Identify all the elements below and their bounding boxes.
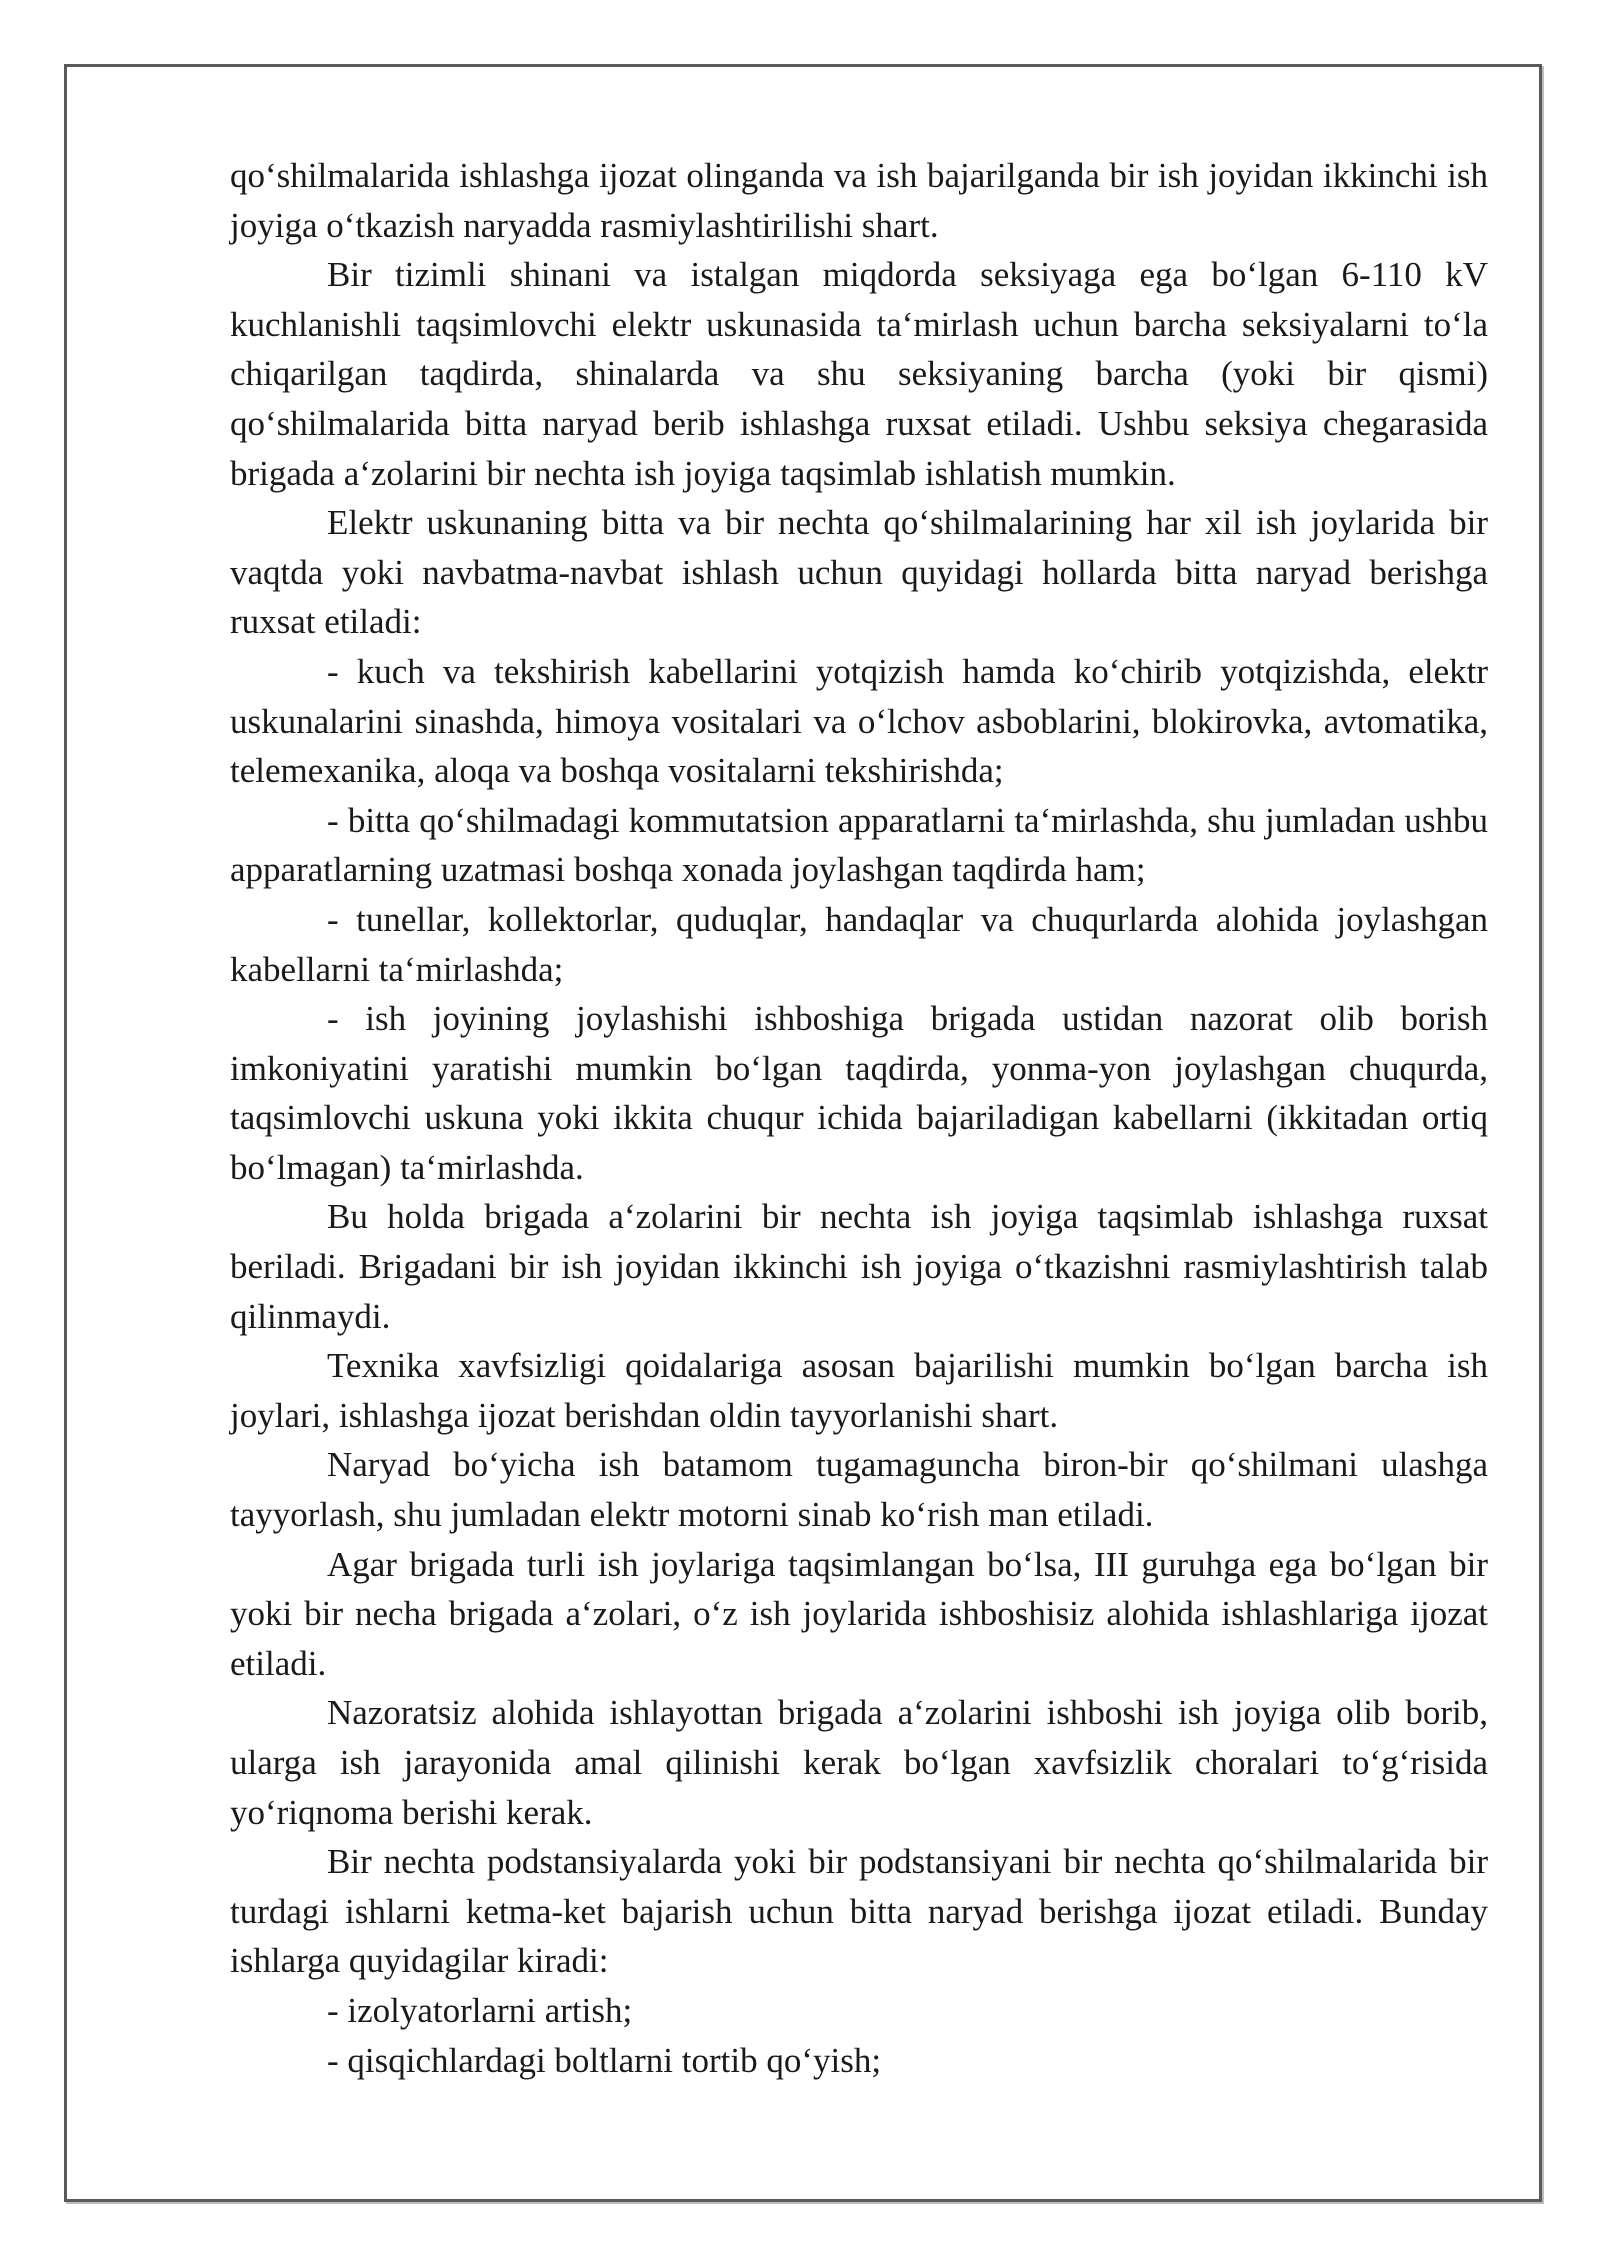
paragraph: Nazoratsiz alohida ishlayottan brigada a‘zolarini ishboshi ish joyiga olib borib, ularga ish jarayonida amal qilinishi kerak bo‘lgan xavfsizlik choralari to‘g‘risida yo‘riqnoma berishi kerak. [230, 1693, 1488, 1832]
paragraph: Bir tizimli shinani va istalgan miqdorda seksiyaga ega bo‘lgan 6-110 kV kuchlanishli taqsimlovchi elektr uskunasida ta‘mirlash uchun barcha seksiyalarni to‘la chiqarilgan taqdirda, shinalarda va shu seksiyaning barcha (yoki bir qismi) qo‘shilmalarida bitta naryad berib ishlashga ruxsat etiladi. Ushbu seksiya chegarasida brigada a‘zolarini bir nechta ish joyiga taqsimlab ishlatish mumkin. [230, 255, 1488, 493]
paragraph-continuation: qo‘shilmalarida ishlashga ijozat olinganda va ish bajarilganda bir ish joyidan ikkinchi ish joyiga o‘tkazish naryadda rasmiylashtirilishi shart. [230, 156, 1488, 245]
paragraph: Bu holda brigada a‘zolarini bir nechta ish joyiga taqsimlab ishlashga ruxsat beriladi. Brigadani bir ish joyidan ikkinchi ish joyiga o‘tkazishni rasmiylashtirish talab qilinmaydi. [230, 1197, 1488, 1336]
paragraph: Elektr uskunaning bitta va bir nechta qo‘shilmalarining har xil ish joylarida bir vaqtda yoki navbatma-navbat ishlash uchun quyidagi hollarda bitta naryad berishga ruxsat etiladi: [230, 503, 1488, 642]
paragraph: Naryad bo‘yicha ish batamom tugamaguncha biron-bir qo‘shilmani ulashga tayyorlash, shu jumladan elektr motorni sinab ko‘rish man etiladi. [230, 1445, 1488, 1535]
paragraph: Texnika xavfsizligi qoidalariga asosan bajarilishi mumkin bo‘lgan barcha ish joylari, ishlashga ijozat berishdan oldin tayyorlanishi shart. [230, 1346, 1488, 1435]
list-item: - tunellar, kollektorlar, quduqlar, handaqlar va chuqurlarda alohida joylashgan kabellarni ta‘mirlashda; [230, 899, 1488, 989]
list-item: - izolyatorlarni artish; [327, 1990, 633, 2030]
list-item: - bitta qo‘shilmadagi kommutatsion apparatlarni ta‘mirlashda, shu jumladan ushbu apparatlarning uzatmasi boshqa xonada joylashgan taqdirda ham; [230, 800, 1488, 890]
list-item: - ish joyining joylashishi ishboshiga brigada ustidan nazorat olib borish imkoniyatini yaratishi mumkin bo‘lgan taqdirda, yonma-yon joylashgan chuqurda, taqsimlovchi uskuna yoki ikkita chuqur ichida bajariladigan kabellarni (ikkitadan ortiq bo‘lmagan) ta‘mirlashda. [230, 999, 1488, 1187]
document-body [230, 151, 1488, 2085]
list-item: - kuch va tekshirish kabellarini yotqizish hamda ko‘chirib yotqizishda, elektr uskunalarini sinashda, himoya vositalari va o‘lchov asboblarini, blokirovka, avtomatika, telemexanika, aloqa va boshqa vositalarni tekshirishda; [230, 651, 1488, 791]
list-item: - qisqichlardagi boltlarni tortib qo‘yish; [327, 2040, 882, 2080]
paragraph: Bir nechta podstansiyalarda yoki bir podstansiyani bir nechta qo‘shilmalarida bir turdagi ishlarni ketma-ket bajarish uchun bitta naryad berishga ijozat etiladi. Bunday ishlarga quyidagilar kiradi: [230, 1842, 1488, 1981]
paragraph: Agar brigada turli ish joylariga taqsimlangan bo‘lsa, III guruhga ega bo‘lgan bir yoki bir necha brigada a‘zolari, o‘z ish joylarida ishboshisiz alohida ishlashlariga ijozat etiladi. [230, 1544, 1488, 1683]
